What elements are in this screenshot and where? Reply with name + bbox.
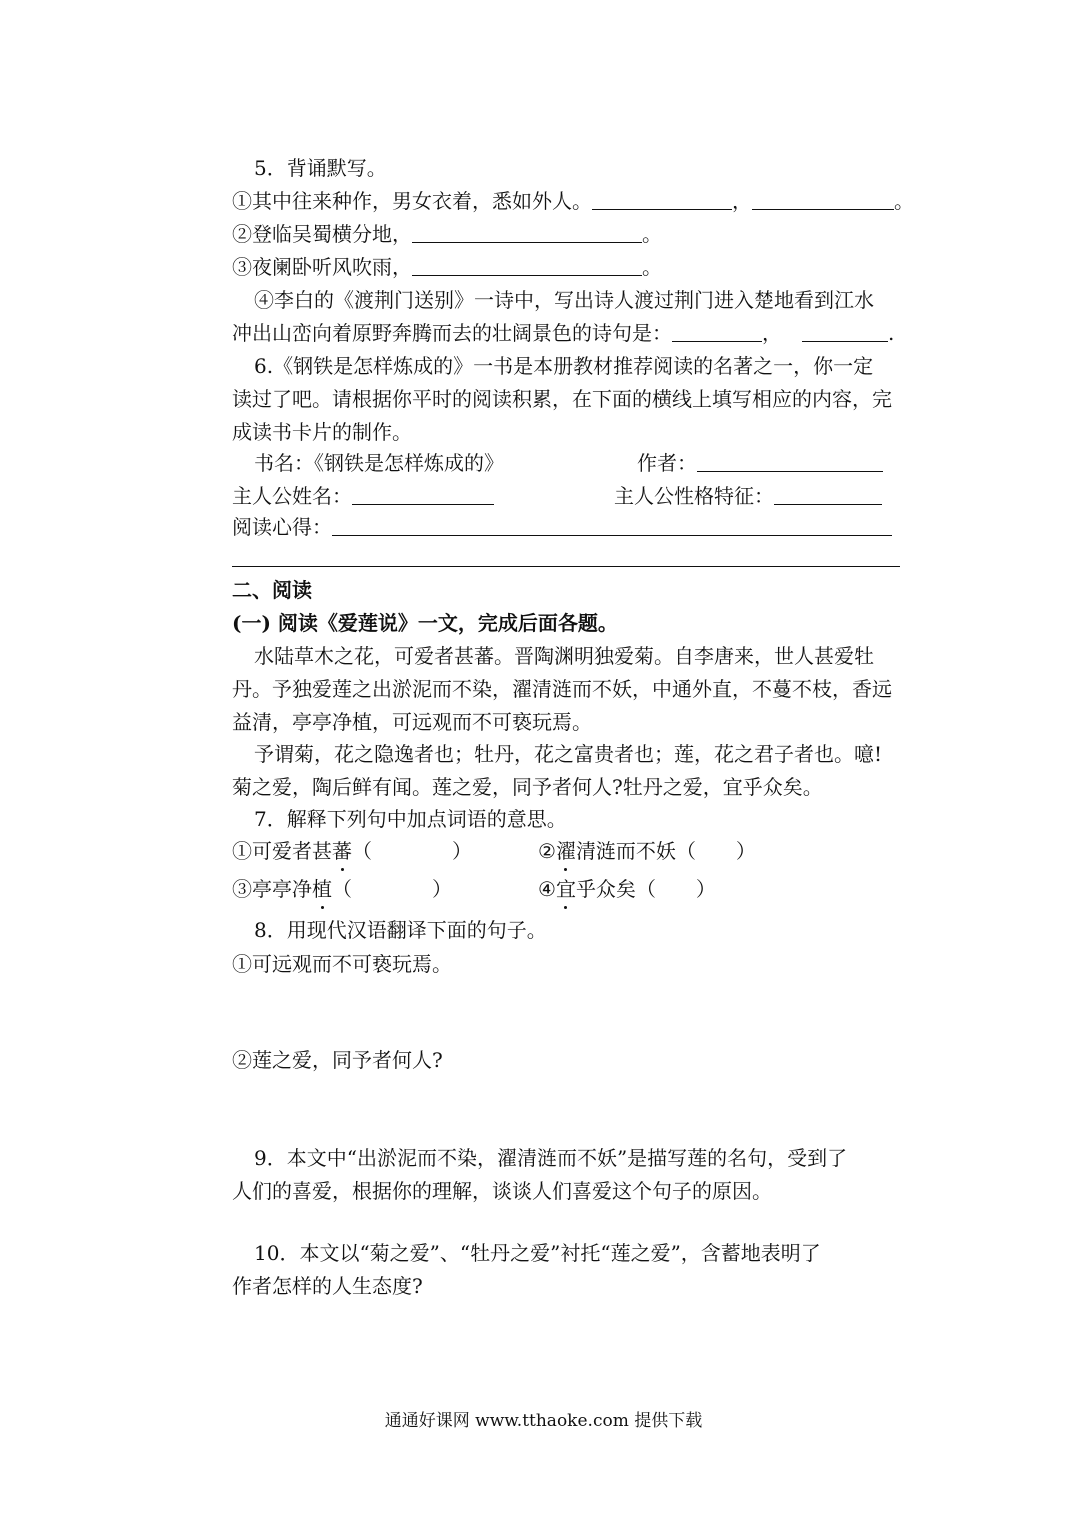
q5-item-2: [232, 221, 662, 247]
passage-p2-line2: 菊之爱，陶后鲜有闻。莲之爱，同予者何人?牡丹之爱，宜乎众矣。: [232, 775, 823, 799]
section-2-sub-1: (一) 阅读《爱莲说》一文，完成后面各题。: [232, 611, 618, 635]
q7-item-b-dotted-word: 濯: [555, 839, 576, 863]
answer-blank[interactable]: [672, 323, 762, 342]
q6-line-1: 6.《钢铁是怎样炼成的》一书是本册教材推荐阅读的名著之一，你一定: [254, 354, 874, 378]
answer-blank[interactable]: [752, 191, 894, 210]
author-blank[interactable]: [697, 453, 883, 472]
hero-trait-label: 主人公性格特征：: [614, 484, 774, 508]
q9-line-1: 9．本文中“出淤泥而不染，濯清涟而不妖”是描写莲的名句，受到了: [254, 1146, 848, 1170]
q7-item-b: [538, 838, 756, 864]
q7-item-c-text: ③亭亭净: [232, 877, 312, 901]
q6-line-2: 读过了吧。请根据你平时的阅读积累，在下面的横线上填写相应的内容，完: [232, 387, 892, 411]
hero-trait-blank[interactable]: [774, 486, 882, 505]
section-2-title: 二、阅读: [232, 578, 312, 602]
hero-trait-field: [614, 483, 882, 509]
q5-item-4-comma: ，: [762, 321, 782, 345]
q7-item-b-num: ②: [538, 839, 556, 863]
q7-item-a-text: ①可爱者甚: [232, 839, 332, 863]
q9-line-2: 人们的喜爱，根据你的理解，谈谈人们喜爱这个句子的原因。: [232, 1179, 772, 1203]
q5-item-3-text: ③夜阑卧听风吹雨，: [232, 255, 412, 279]
q7-item-b-text: 清涟而不妖: [575, 839, 676, 863]
q5-item-4-line2: [232, 320, 894, 346]
q7-item-d-answer[interactable]: （ ）: [635, 877, 716, 901]
q7-item-d: [538, 876, 716, 902]
q7-item-a-dotted-word: 蕃: [332, 839, 352, 863]
passage-p2-line1: 予谓菊，花之隐逸者也；牡丹，花之富贵者也；莲，花之君子者也。噫!: [254, 742, 883, 766]
answer-blank[interactable]: [802, 323, 888, 342]
q7-item-c-answer[interactable]: （ ）: [332, 877, 452, 901]
answer-blank[interactable]: [592, 191, 732, 210]
q10-line-1: 10．本文以“菊之爱”、“牡丹之爱”衬托“莲之爱”，含蓄地表明了: [254, 1241, 821, 1265]
q7-item-d-num: ④: [538, 877, 556, 901]
page-footer: 通通好课网 www.tthaoke.com 提供下载: [384, 1411, 703, 1431]
reading-notes-label: 阅读心得：: [232, 515, 332, 539]
hero-name-label: 主人公姓名：: [232, 484, 352, 508]
q5-item-1-comma: ，: [732, 189, 752, 213]
q7-item-d-dotted-word: 宜: [555, 877, 576, 901]
q7-title: 7．解释下列句中加点词语的意思。: [254, 807, 567, 831]
q5-item-1-text: ①其中往来种作，男女衣着，悉如外人。: [232, 189, 592, 213]
q5-item-3: [232, 254, 662, 280]
reading-notes-blank-2[interactable]: [232, 566, 900, 567]
q7-item-a: [232, 838, 472, 864]
passage-p1-line3: 益清，亭亭净植，可远观而不可亵玩焉。: [232, 710, 592, 734]
passage-p1-line2: 丹。予独爱莲之出淤泥而不染，濯清涟而不妖，中通外直，不蔓不枝，香远: [232, 677, 892, 701]
q8-sentence-2: ②莲之爱，同予者何人?: [232, 1048, 443, 1072]
q5-item-3-end: 。: [642, 255, 662, 279]
passage-p1-line1: 水陆草木之花，可爱者甚蕃。晋陶渊明独爱菊。自李唐来，世人甚爱牡: [254, 644, 874, 668]
q7-item-d-text: 乎众矣: [575, 877, 636, 901]
q5-item-4-text: 冲出山峦向着原野奔腾而去的壮阔景色的诗句是：: [232, 321, 672, 345]
answer-blank[interactable]: [412, 224, 642, 243]
book-title-label: 书名：《钢铁是怎样炼成的》: [254, 451, 504, 475]
q8-title: 8．用现代汉语翻译下面的句子。: [254, 918, 547, 942]
author-field: [637, 450, 883, 476]
reading-notes-blank[interactable]: [332, 517, 892, 536]
q7-item-c: [232, 876, 452, 902]
q7-item-c-dotted-word: 植: [312, 877, 332, 901]
q5-item-1: [232, 188, 914, 214]
q10-line-2: 作者怎样的人生态度?: [232, 1274, 423, 1298]
q5-item-2-text: ②登临吴蜀横分地，: [232, 222, 412, 246]
answer-blank[interactable]: [412, 257, 642, 276]
hero-name-field: [232, 483, 494, 509]
q7-item-b-answer[interactable]: （ ）: [675, 839, 756, 863]
reading-notes-field: [232, 514, 892, 540]
q5-item-1-end: 。: [894, 189, 914, 213]
q8-sentence-1: ①可远观而不可亵玩焉。: [232, 952, 452, 976]
hero-name-blank[interactable]: [352, 486, 494, 505]
author-label: 作者：: [637, 451, 697, 475]
q5-title: 5．背诵默写。: [254, 156, 387, 180]
q5-item-2-end: 。: [642, 222, 662, 246]
q5-item-4-end: .: [888, 321, 895, 345]
q5-item-4-line1: ④李白的《渡荆门送别》一诗中，写出诗人渡过荆门进入楚地看到江水: [254, 288, 874, 312]
q7-item-a-answer[interactable]: （ ）: [352, 839, 472, 863]
q6-line-3: 成读书卡片的制作。: [232, 420, 412, 444]
